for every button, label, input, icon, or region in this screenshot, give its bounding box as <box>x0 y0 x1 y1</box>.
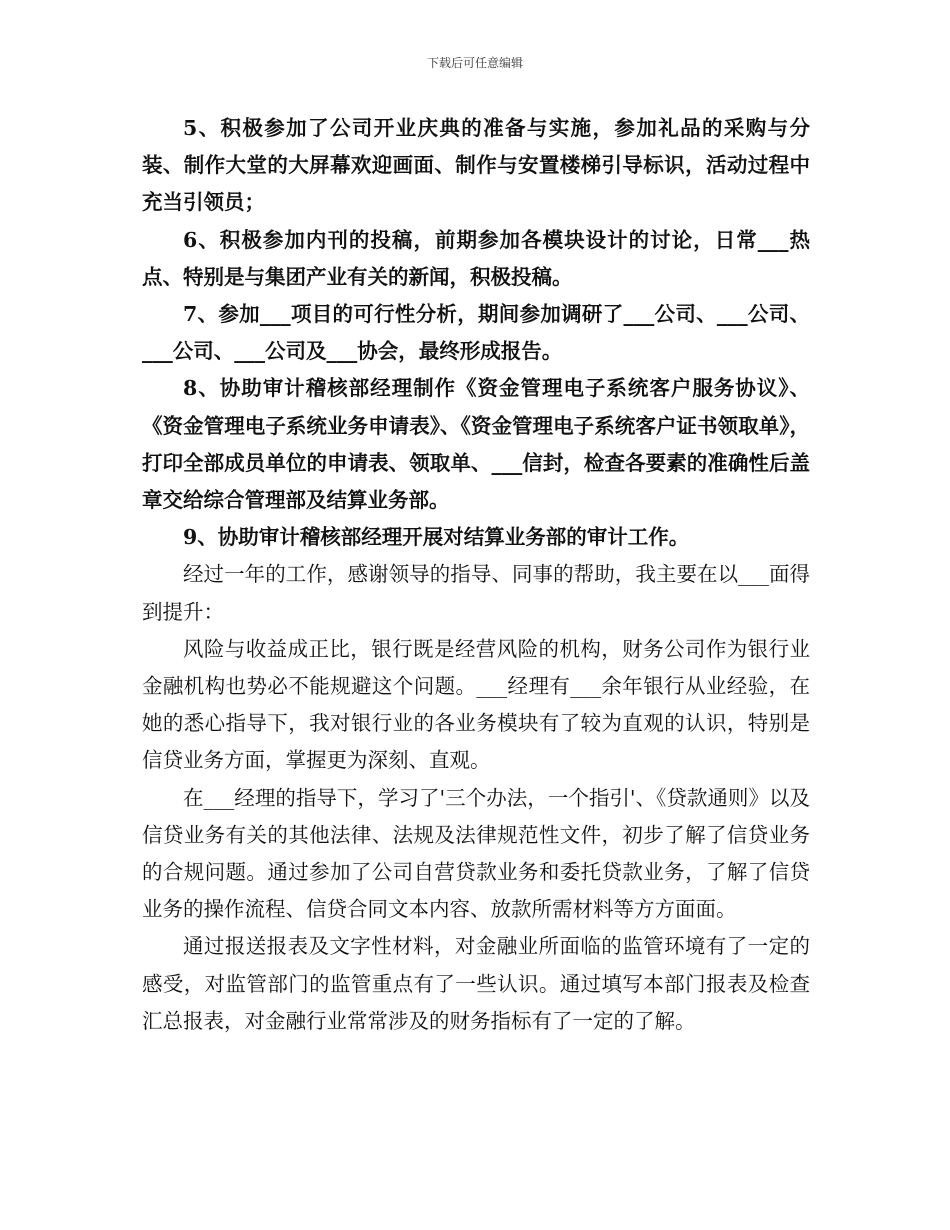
paragraph-risk: 风险与收益成正比，银行既是经营风险的机构，财务公司作为银行业金融机构也势必不能规避这个问题。___经理有___余年银行从业经验，在她的悉心指导下，我对银行业的各业务模块有了较为直观的认识，特别是信贷业务方面，掌握更为深刻、直观。 <box>142 636 810 773</box>
paragraph-item-8: 8、协助审计稽核部经理制作《资金管理电子系统客户服务协议》、《资金管理电子系统业务申请表》、《资金管理电子系统客户证书领取单》，打印全部成员单位的申请表、领取单、___信封，检查各要素的准确性后盖章交给综合管理部及结算业务部。 <box>142 376 810 513</box>
paragraph-credit: 在___经理的指导下，学习了'三个办法，一个指引'、《贷款通则》以及信贷业务有关的其他法律、法规及法律规范性文件，初步了解了信贷业务的合规问题。通过参加了公司自营贷款业务和委托贷款业务，了解了信贷业务的操作流程、信贷合同文本内容、放款所需材料等方方面面。 <box>142 785 810 922</box>
document-body <box>142 110 810 1040</box>
paragraph-reporting: 通过报送报表及文字性材料，对金融业所面临的监管环境有了一定的感受，对监管部门的监管重点有了一些认识。通过填写本部门报表及检查汇总报表，对金融行业常常涉及的财务指标有了一定的了解。 <box>142 934 810 1033</box>
page-header: 下载后可任意编辑 <box>426 56 523 70</box>
paragraph-summary-intro: 经过一年的工作，感谢领导的指导、同事的帮助，我主要在以___面得到提升： <box>142 562 810 624</box>
paragraph-item-6: 6、积极参加内刊的投稿，前期参加各模块设计的讨论，日常___热点、特别是与集团产业有关的新闻，积极投稿。 <box>142 227 810 289</box>
paragraph-item-9: 9、协助审计稽核部经理开展对结算业务部的审计工作。 <box>183 525 690 550</box>
paragraph-item-5: 5、积极参加了公司开业庆典的准备与实施，参加礼品的采购与分装、制作大堂的大屏幕欢迎画面、制作与安置楼梯引导标识，活动过程中充当引领员； <box>142 116 810 215</box>
paragraph-item-7: 7、参加___项目的可行性分析，期间参加调研了___公司、___公司、___公司、___公司及___协会，最终形成报告。 <box>142 302 810 364</box>
